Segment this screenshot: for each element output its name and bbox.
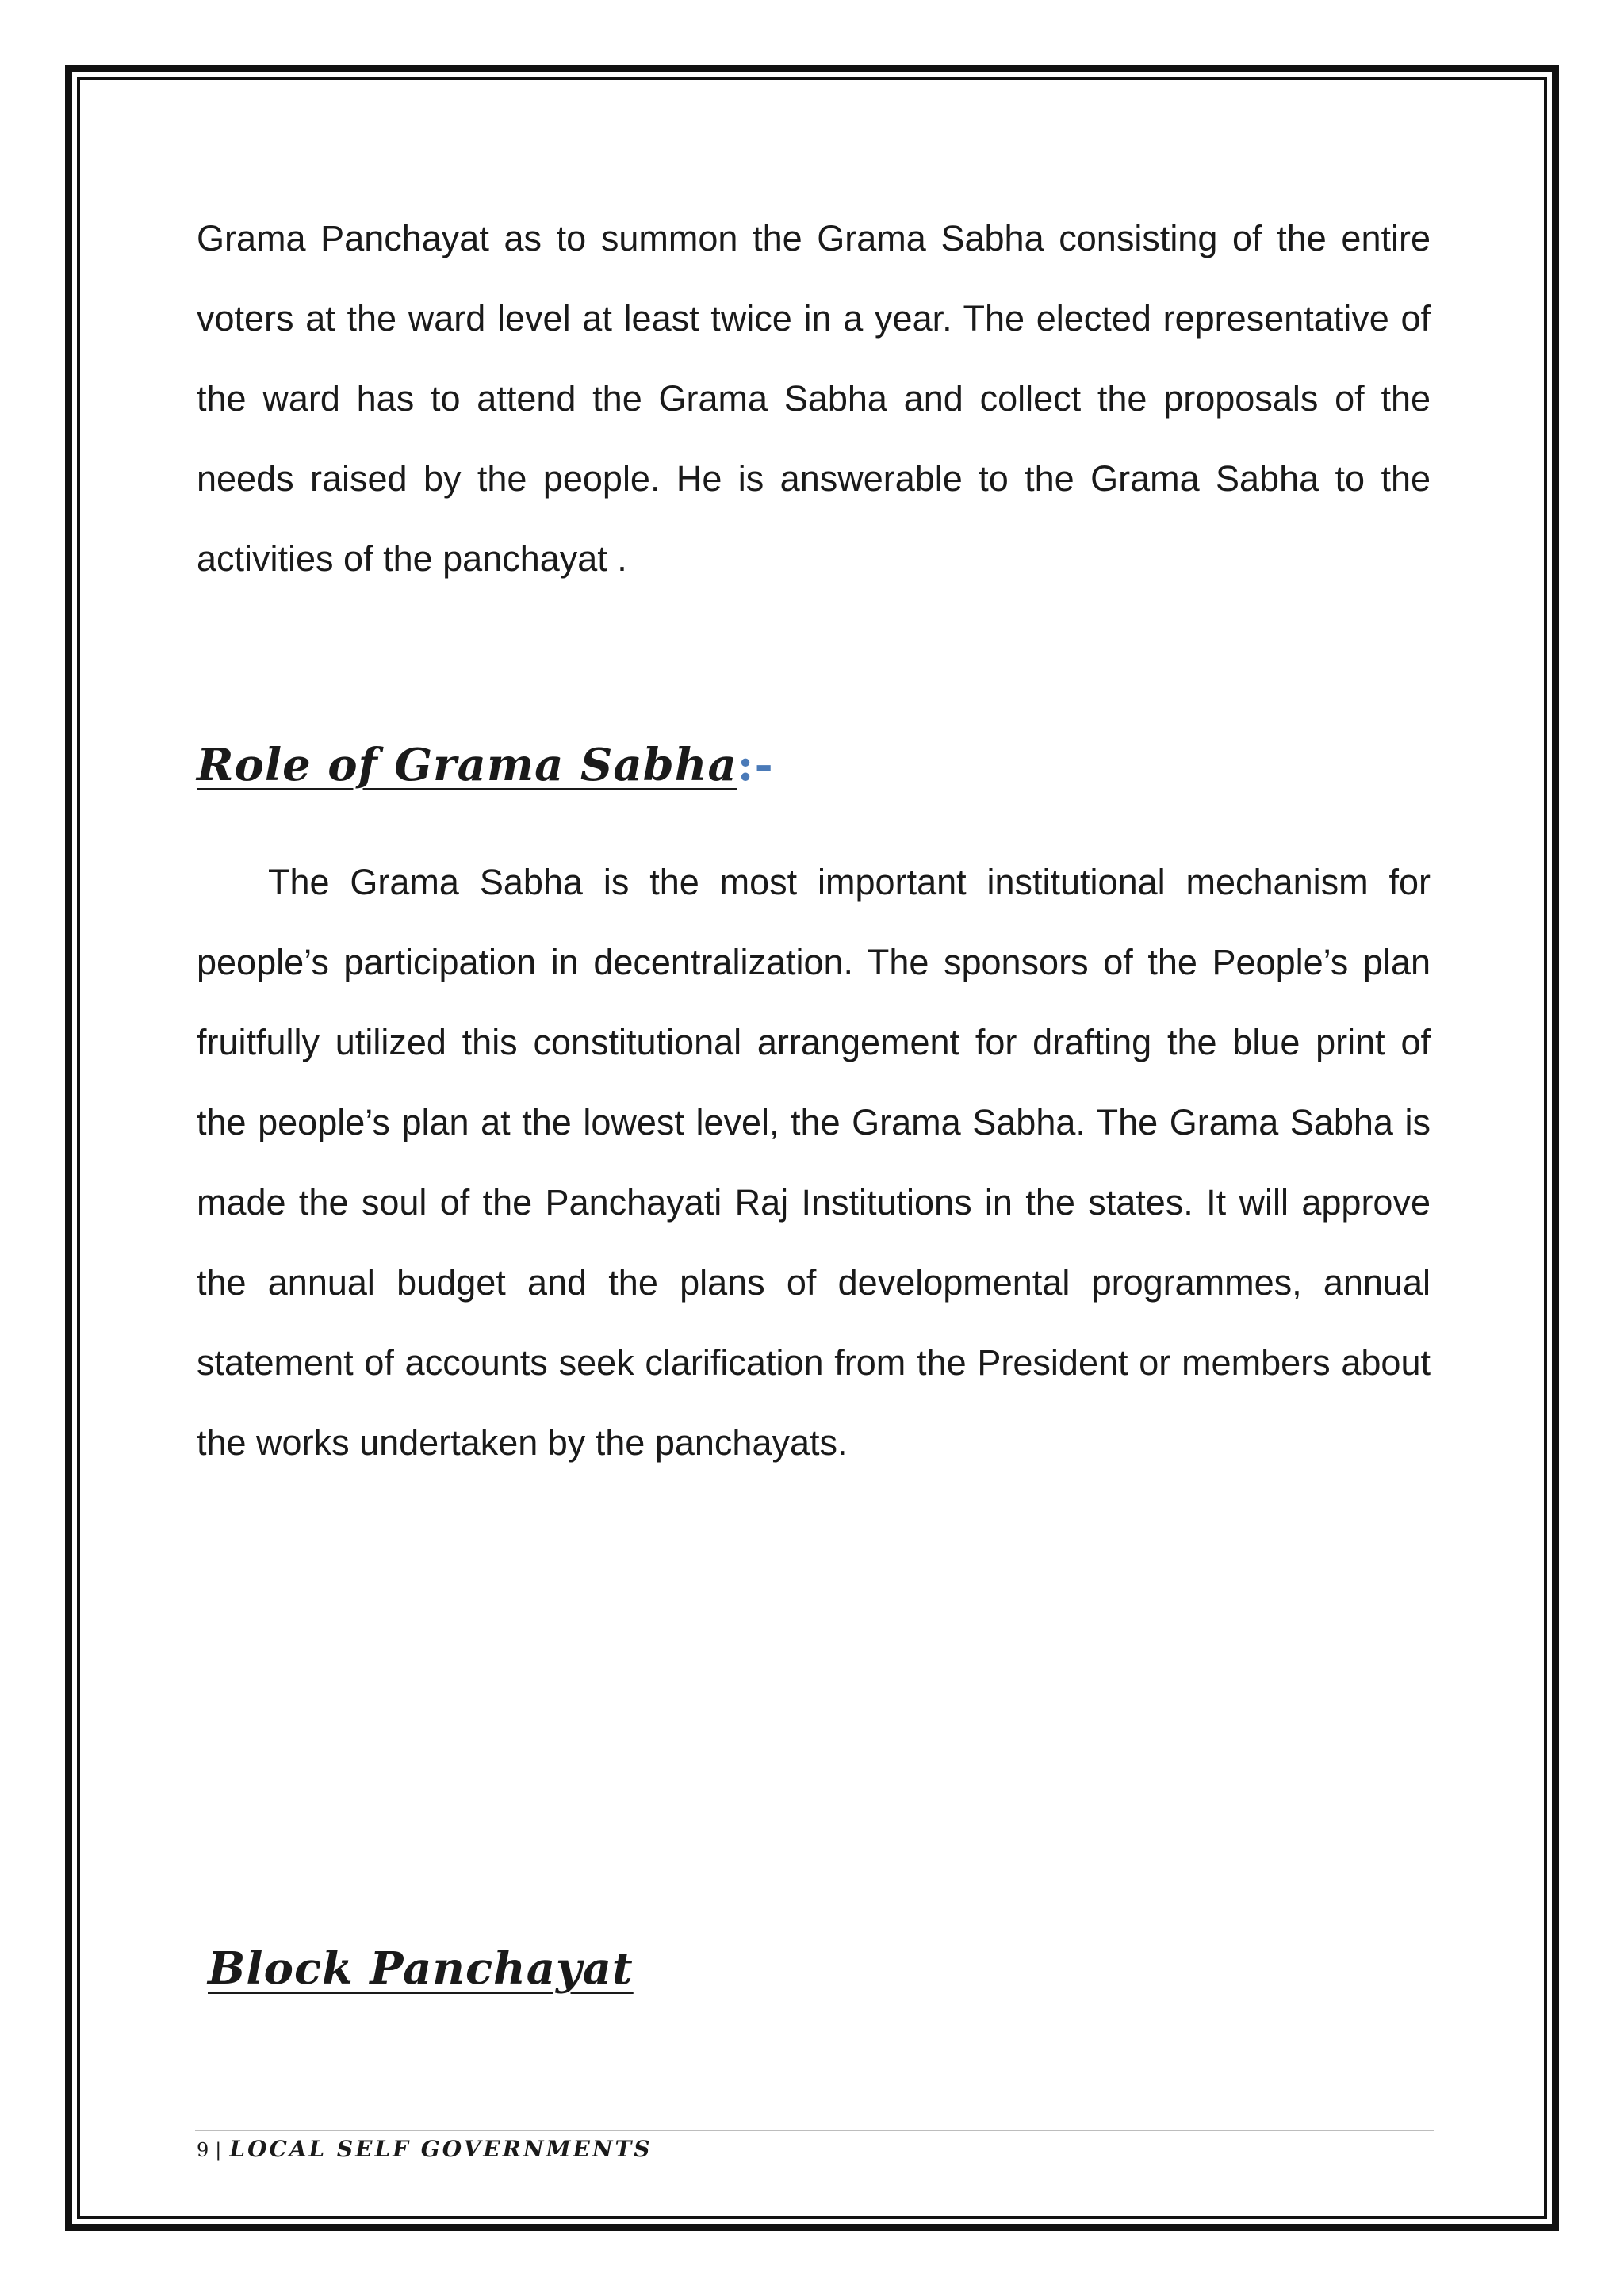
page-number: 9 bbox=[197, 2139, 209, 2161]
heading-suffix: :- bbox=[737, 739, 774, 791]
footer-title: LOCAL SELF GOVERNMENTS bbox=[229, 2136, 653, 2162]
paragraph-grama-panchayat: Grama Panchayat as to summon the Grama Sabha consisting of the entire voters at the ward level at least twice in a year. The elected representative of the ward has to attend the Grama Sabha and collect the proposals of the needs raised by the people. He is answerable to the Grama Sabha to the activities of the panchayat . bbox=[197, 218, 1431, 579]
page-footer bbox=[197, 2136, 653, 2164]
heading-block-panchayat bbox=[208, 1941, 634, 1996]
heading-role-of-grama-sabha bbox=[197, 737, 774, 793]
heading-block-panchayat-text: Block Panchayat bbox=[208, 1942, 634, 1995]
footer-rule bbox=[195, 2130, 1434, 2131]
footer-separator: | bbox=[215, 2139, 222, 2161]
heading-role-of-grama-sabha-text: Role of Grama Sabha bbox=[197, 739, 737, 791]
paragraph-role-of-grama-sabha: The Grama Sabha is the most important institutional mechanism for people’s participation in decentralization. The sponsors of the People’s plan fruitfully utilized this constitutional arrangement for drafting the blue print of the people’s plan at the lowest level, the Grama Sabha. The Grama Sabha is made the soul of the Panchayati Raj Institutions in the states. It will approve the annual budget and the plans of developmental programmes, annual statement of accounts seek clarification from the President or members about the works undertaken by the panchayats. bbox=[197, 862, 1431, 1463]
